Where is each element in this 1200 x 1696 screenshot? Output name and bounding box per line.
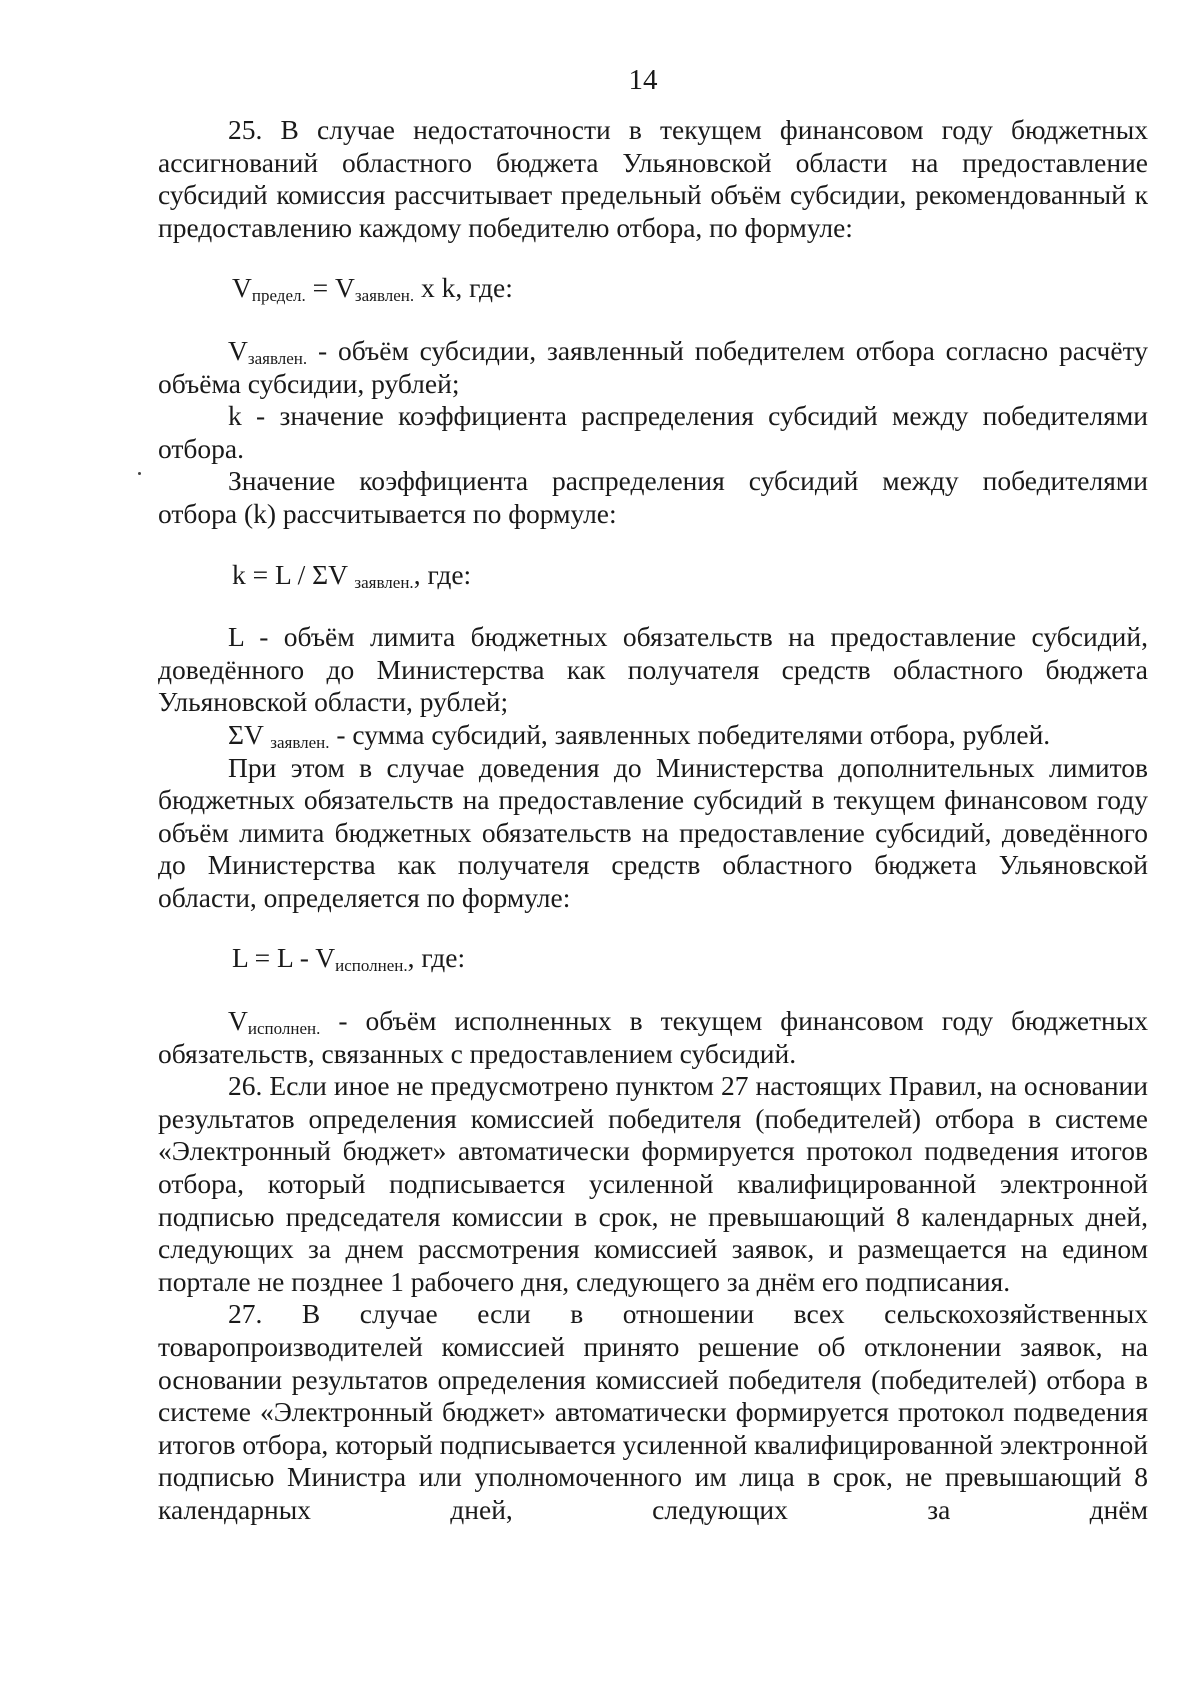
paragraph-27: 27. В случае если в отношении всех сельскохозяйственных товаропроизводителей комиссией принято решение об отклонении заявок, на основании результатов определения комиссией победителя (победителей) отбора в системе «Электронный бюджет» автоматически формируется протокол подведения итогов отбора, который подписывается усиленной квалифицированной электронной подписью Министра или уполномоченного им лица в срок, не превышающий 8 календарных дней, следующих за днём xyxy=(158,1298,1148,1525)
definition-k: k - значение коэффициента распределения субсидий между победителями отбора. xyxy=(158,400,1148,464)
scan-speck xyxy=(138,472,141,475)
document-page xyxy=(158,64,1148,1527)
definition-v-ispolnen: $V_{исполнен.}$ - объём исполненных в текущем финансовом году бюджетных обязательств, связанных с предоставлением субсидий. xyxy=(158,1005,1148,1069)
definition-sum-v: ΣV $_{заявлен.}$ - сумма субсидий, заявленных победителями отбора, рублей. xyxy=(228,718,1051,752)
paragraph-26: 26. Если иное не предусмотрено пунктом 27 настоящих Правил, на основании результатов определения комиссией победителя (победителей) отбора в системе «Электронный бюджет» автоматически формируется протокол подведения итогов отбора, который подписывается усиленной квалифицированной электронной подписью председателя комиссии в срок, не превышающий 8 календарных дней, следующих за днем рассмотрения комиссией заявок, и размещается на едином портале не позднее 1 рабочего дня, следующего за днём его подписания. xyxy=(158,1070,1148,1297)
paragraph-25: 25. В случае недостаточности в текущем финансовом году бюджетных ассигнований областного бюджета Ульяновской области на предоставление субсидий комиссия рассчитывает предельный объём субсидии, рекомендованный к предоставлению каждому победителю отбора, по формуле: xyxy=(158,114,1148,243)
definition-v-zayavlen: $V_{заявлен.}$ - объём субсидии, заявленный победителем отбора согласно расчёту объёма субсидии, рублей; xyxy=(158,334,1148,399)
additional-limits-paragraph: При этом в случае доведения до Министерства дополнительных лимитов бюджетных обязательств на предоставление субсидий в текущем финансовом году объём лимита бюджетных обязательств на предоставление субсидий, доведённого до Министерства как получателя средств областного бюджета Ульяновской области, определяется по формуле: xyxy=(158,751,1148,913)
definition-L: L - объём лимита бюджетных обязательств на предоставление субсидий, доведённого до Министерства как получателя средств областного бюджета Ульяновской области, рублей; xyxy=(158,621,1148,718)
page-number: 14 xyxy=(628,64,658,96)
formula-k: k = L / ΣV $_{заявлен.}$, где: xyxy=(232,558,472,592)
formula-L: $L = L - V_{исполнен.}$, где: xyxy=(232,942,466,976)
formula-v-predel: $V_{предел.} = V_{заявлен.}$ x k, где: xyxy=(232,272,513,306)
coefficient-intro: Значение коэффициента распределения субсидий между победителями отбора (k) рассчитывается по формуле: xyxy=(158,465,1148,529)
